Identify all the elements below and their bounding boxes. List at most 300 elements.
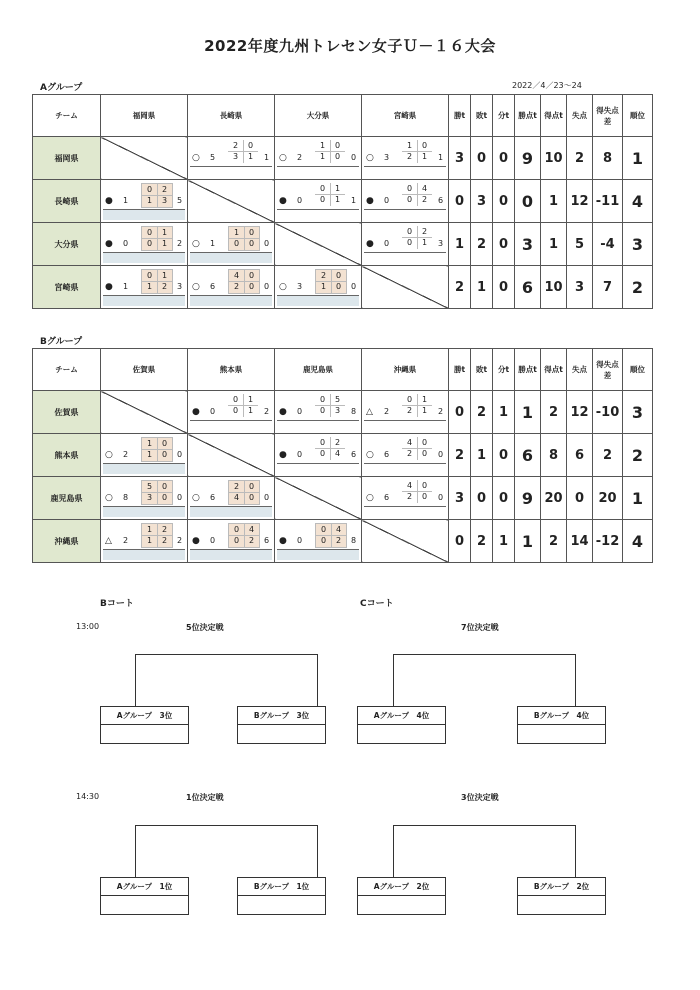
match-result-cell (188, 137, 275, 180)
first-half-score: 2 (232, 141, 239, 150)
second-half-opp-score: 2 (161, 536, 168, 545)
team-score: 1 (123, 196, 129, 205)
stat-value: 3 (449, 477, 471, 520)
match-result-cell (275, 391, 362, 434)
slot-label: Bグループ 1位 (238, 878, 325, 896)
group-b-label: Bグループ (40, 337, 83, 347)
team-name: 福岡県 (33, 137, 101, 180)
second-half-score: 0 (319, 449, 326, 458)
team-score: 0 (210, 536, 216, 545)
stat-value: 1 (541, 180, 567, 223)
second-half-score: 0 (233, 536, 240, 545)
stat-value: 0 (493, 266, 515, 309)
second-half-opp-score: 2 (248, 536, 255, 545)
first-half-score: 1 (319, 141, 326, 150)
second-half-score: 0 (406, 195, 413, 204)
second-half-opp-score: 2 (335, 536, 342, 545)
bracket-line (135, 654, 136, 706)
stat-value: 1 (471, 266, 493, 309)
stat-value: 8 (593, 137, 623, 180)
opponent-score: 3 (177, 282, 183, 291)
result-mark: ● (192, 536, 200, 546)
header-opponent: 大分県 (275, 95, 362, 137)
divider (190, 420, 272, 421)
stat-value: 3 (567, 266, 593, 309)
match-result (101, 434, 187, 476)
result-mark: ○ (366, 153, 374, 163)
match-result (101, 223, 187, 265)
bracket-line (393, 825, 394, 877)
second-half-score: 3 (232, 152, 239, 161)
team-score: 2 (123, 450, 129, 459)
result-mark: ○ (192, 239, 200, 249)
stat-value: 1 (623, 477, 653, 520)
divider (364, 463, 446, 464)
second-half-score: 2 (233, 282, 240, 291)
result-mark: ○ (192, 493, 200, 503)
team-score: 6 (384, 450, 390, 459)
half-scores (141, 523, 173, 548)
slot-b-2nd (517, 877, 606, 915)
match-result (362, 223, 448, 265)
match-result (188, 137, 274, 179)
header-stat: 得点t (541, 95, 567, 137)
team-score: 8 (123, 493, 129, 502)
first-half-opp-score: 0 (248, 271, 255, 280)
match-result (101, 520, 187, 562)
half-scores (402, 183, 432, 206)
first-half-opp-score: 2 (161, 185, 168, 194)
result-mark: ○ (192, 282, 200, 292)
second-half-score: 1 (319, 152, 326, 161)
match-result (101, 477, 187, 519)
slot-label: Aグループ 3位 (101, 707, 188, 725)
match-result-cell (101, 434, 188, 477)
half-scores (228, 480, 260, 505)
stat-value: 0 (493, 223, 515, 266)
half-scores (315, 140, 345, 163)
divider (190, 166, 272, 167)
team-row (33, 266, 653, 309)
match-result-cell (362, 434, 449, 477)
first-half-opp-score: 1 (334, 184, 341, 193)
match-result (188, 520, 274, 562)
opponent-score: 0 (264, 239, 270, 248)
half-scores (141, 183, 173, 208)
bracket-line (393, 654, 394, 706)
note-bar (103, 210, 185, 220)
team-row (33, 180, 653, 223)
second-half-score: 0 (319, 195, 326, 204)
second-half-score: 0 (146, 239, 153, 248)
stat-value: 0 (493, 137, 515, 180)
match-result (275, 520, 361, 562)
slot-a-4th (357, 706, 446, 744)
stat-value: 1 (493, 520, 515, 563)
first-half-opp-score: 1 (247, 395, 254, 404)
match-result-cell (275, 137, 362, 180)
slot-label: Bグループ 2位 (518, 878, 605, 896)
result-mark: ○ (279, 153, 287, 163)
slot-label: Bグループ 4位 (518, 707, 605, 725)
stat-value: 4 (623, 180, 653, 223)
match-result-cell (362, 223, 449, 266)
match-result-cell (275, 266, 362, 309)
stat-value: -11 (593, 180, 623, 223)
header-stat: 得失点差 (593, 349, 623, 391)
self-match-cell (275, 477, 362, 520)
second-half-score: 0 (232, 406, 239, 415)
opponent-score: 0 (438, 493, 444, 502)
stat-value: 12 (567, 180, 593, 223)
second-half-score: 1 (146, 450, 153, 459)
result-mark: ● (105, 282, 113, 292)
match-result-cell (188, 223, 275, 266)
stat-value: 0 (493, 434, 515, 477)
first-half-opp-score: 0 (248, 482, 255, 491)
self-match-cell (101, 391, 188, 434)
first-half-score: 0 (406, 395, 413, 404)
match-result (275, 137, 361, 179)
match-result-cell (362, 477, 449, 520)
stat-value: 3 (623, 391, 653, 434)
second-half-score: 1 (146, 536, 153, 545)
second-half-score: 2 (406, 492, 413, 501)
stat-value: 0 (567, 477, 593, 520)
second-half-opp-score: 0 (421, 492, 428, 501)
stat-value: 3 (623, 223, 653, 266)
half-scores (141, 480, 173, 505)
second-half-opp-score: 3 (334, 406, 341, 415)
first-half-score: 5 (146, 482, 153, 491)
half-scores (402, 140, 432, 163)
opponent-score: 1 (351, 196, 357, 205)
second-half-score: 4 (233, 493, 240, 502)
header-opponent: 佐賀県 (101, 349, 188, 391)
second-half-opp-score: 0 (335, 282, 342, 291)
opponent-score: 5 (177, 196, 183, 205)
half-scores (402, 226, 432, 249)
bracket-line (393, 654, 576, 655)
second-half-score: 0 (233, 239, 240, 248)
second-half-opp-score: 3 (161, 196, 168, 205)
first-half-score: 0 (406, 227, 413, 236)
second-half-opp-score: 0 (334, 152, 341, 161)
team-name: 大分県 (33, 223, 101, 266)
team-score: 1 (123, 282, 129, 291)
half-scores (141, 269, 173, 294)
court-c-label: Cコート (360, 599, 394, 609)
opponent-score: 6 (438, 196, 444, 205)
match-result-cell (101, 477, 188, 520)
first-half-opp-score: 0 (421, 141, 428, 150)
match-result (275, 266, 361, 308)
first-half-score: 0 (146, 271, 153, 280)
self-match-cell (188, 434, 275, 477)
match-result-cell (101, 520, 188, 563)
stat-value: 6 (515, 434, 541, 477)
note-bar (190, 253, 272, 263)
second-half-opp-score: 1 (161, 239, 168, 248)
match-result (275, 434, 361, 476)
divider (277, 209, 359, 210)
stat-value: 2 (567, 137, 593, 180)
header-opponent: 宮崎県 (362, 95, 449, 137)
half-scores (228, 269, 260, 294)
stat-value: 1 (515, 520, 541, 563)
first-half-opp-score: 4 (335, 525, 342, 534)
bracket-line (393, 825, 576, 826)
team-score: 0 (297, 407, 303, 416)
team-row (33, 477, 653, 520)
half-scores (141, 226, 173, 251)
match-3rd-place: 3位決定戦 (461, 793, 499, 802)
group-a-table (32, 94, 653, 309)
team-score: 0 (297, 536, 303, 545)
stat-value: 0 (493, 180, 515, 223)
stat-value: 0 (471, 137, 493, 180)
divider (364, 420, 446, 421)
stat-value: 4 (623, 520, 653, 563)
stat-value: 0 (471, 477, 493, 520)
header-stat: 勝t (449, 95, 471, 137)
stat-value: 0 (515, 180, 541, 223)
stat-value: 3 (471, 180, 493, 223)
team-score: 6 (210, 282, 216, 291)
match-result (275, 180, 361, 222)
bracket-line (135, 654, 318, 655)
team-score: 5 (210, 153, 216, 162)
team-score: 0 (297, 196, 303, 205)
first-half-opp-score: 0 (335, 271, 342, 280)
stat-value: 1 (493, 391, 515, 434)
opponent-score: 6 (264, 536, 270, 545)
self-match-cell (362, 520, 449, 563)
team-score: 6 (210, 493, 216, 502)
match-result-cell (362, 391, 449, 434)
second-half-score: 0 (319, 406, 326, 415)
divider (364, 506, 446, 507)
team-score: 2 (297, 153, 303, 162)
group-b-table (32, 348, 653, 563)
second-half-opp-score: 1 (334, 195, 341, 204)
time-1430: 14:30 (76, 792, 100, 801)
first-half-opp-score: 0 (161, 482, 168, 491)
match-result (362, 391, 448, 433)
result-mark: ○ (279, 282, 287, 292)
result-mark: ● (279, 196, 287, 206)
team-score: 2 (384, 407, 390, 416)
team-score: 0 (210, 407, 216, 416)
slot-a-2nd (357, 877, 446, 915)
match-result-cell (275, 434, 362, 477)
stat-value: -4 (593, 223, 623, 266)
divider (277, 463, 359, 464)
opponent-score: 0 (177, 493, 183, 502)
half-scores (228, 523, 260, 548)
half-scores (141, 437, 173, 462)
first-half-opp-score: 0 (161, 439, 168, 448)
second-half-opp-score: 1 (247, 152, 254, 161)
note-bar (103, 507, 185, 517)
first-half-opp-score: 2 (161, 525, 168, 534)
first-half-score: 2 (233, 482, 240, 491)
divider (364, 166, 446, 167)
note-bar (277, 550, 359, 560)
header-stat: 敗t (471, 349, 493, 391)
result-mark: ○ (105, 493, 113, 503)
half-scores (228, 394, 258, 417)
bracket-line (575, 654, 576, 706)
header-opponent: 鹿児島県 (275, 349, 362, 391)
match-result-cell (188, 391, 275, 434)
stat-value: 5 (567, 223, 593, 266)
team-row (33, 223, 653, 266)
stat-value: 0 (449, 520, 471, 563)
stat-value: 2 (449, 266, 471, 309)
stat-value: 0 (493, 477, 515, 520)
first-half-opp-score: 0 (334, 141, 341, 150)
stat-value: 1 (449, 223, 471, 266)
note-bar (190, 550, 272, 560)
first-half-opp-score: 1 (161, 271, 168, 280)
match-result (188, 223, 274, 265)
opponent-score: 0 (438, 450, 444, 459)
stat-value: 1 (541, 223, 567, 266)
slot-label: Aグループ 1位 (101, 878, 188, 896)
match-7th-place: 7位決定戦 (461, 623, 499, 632)
second-half-opp-score: 2 (421, 195, 428, 204)
half-scores (315, 269, 347, 294)
match-result (101, 180, 187, 222)
team-row (33, 391, 653, 434)
header-opponent: 福岡県 (101, 95, 188, 137)
header-row (33, 95, 653, 137)
match-result (101, 266, 187, 308)
second-half-score: 2 (406, 449, 413, 458)
stat-value: 2 (623, 434, 653, 477)
bracket-line (135, 825, 318, 826)
match-result-cell (188, 520, 275, 563)
result-mark: ● (366, 196, 374, 206)
second-half-score: 2 (406, 152, 413, 161)
first-half-score: 0 (319, 438, 326, 447)
half-scores (315, 437, 345, 460)
first-half-score: 0 (233, 525, 240, 534)
first-half-score: 0 (320, 525, 327, 534)
header-stat: 勝点t (515, 349, 541, 391)
first-half-score: 4 (406, 481, 413, 490)
result-mark: ● (366, 239, 374, 249)
header-opponent: 熊本県 (188, 349, 275, 391)
stat-value: 6 (567, 434, 593, 477)
tournament-date: 2022／4／23～24 (512, 81, 582, 90)
stat-value: 20 (593, 477, 623, 520)
header-team: チーム (33, 349, 101, 391)
header-stat: 順位 (623, 349, 653, 391)
stat-value: 14 (567, 520, 593, 563)
match-result-cell (101, 223, 188, 266)
match-result (362, 434, 448, 476)
second-half-score: 2 (406, 406, 413, 415)
first-half-score: 4 (406, 438, 413, 447)
opponent-score: 0 (177, 450, 183, 459)
stat-value: 6 (515, 266, 541, 309)
result-mark: ● (279, 536, 287, 546)
match-result-cell (188, 477, 275, 520)
second-half-score: 0 (320, 536, 327, 545)
stat-value: 10 (541, 137, 567, 180)
stat-value: 0 (449, 180, 471, 223)
first-half-score: 0 (406, 184, 413, 193)
note-bar (103, 550, 185, 560)
team-name: 沖縄県 (33, 520, 101, 563)
result-mark: △ (105, 536, 112, 546)
bracket-line (317, 825, 318, 877)
header-opponent: 沖縄県 (362, 349, 449, 391)
stat-value: 2 (593, 434, 623, 477)
opponent-score: 2 (177, 239, 183, 248)
team-name: 佐賀県 (33, 391, 101, 434)
opponent-score: 1 (264, 153, 270, 162)
first-half-score: 1 (146, 525, 153, 534)
second-half-opp-score: 0 (161, 493, 168, 502)
match-result-cell (188, 266, 275, 309)
match-result (188, 266, 274, 308)
note-bar (103, 464, 185, 474)
opponent-score: 6 (351, 450, 357, 459)
second-half-score: 0 (406, 238, 413, 247)
second-half-opp-score: 1 (421, 238, 428, 247)
match-result (188, 391, 274, 433)
second-half-score: 1 (320, 282, 327, 291)
result-mark: ● (279, 407, 287, 417)
divider (364, 252, 446, 253)
opponent-score: 2 (264, 407, 270, 416)
team-score: 6 (384, 493, 390, 502)
second-half-score: 3 (146, 493, 153, 502)
team-score: 2 (123, 536, 129, 545)
stat-value: 2 (541, 391, 567, 434)
match-result-cell (275, 520, 362, 563)
match-result (362, 180, 448, 222)
opponent-score: 0 (264, 493, 270, 502)
first-half-opp-score: 1 (421, 395, 428, 404)
second-half-opp-score: 0 (248, 282, 255, 291)
slot-a-1st (100, 877, 189, 915)
team-score: 3 (297, 282, 303, 291)
opponent-score: 0 (264, 282, 270, 291)
divider (277, 420, 359, 421)
slot-b-1st (237, 877, 326, 915)
match-result (275, 391, 361, 433)
match-1st-place: 1位決定戦 (186, 793, 224, 802)
page-title: 2022年度九州トレセン女子Ｕ－１６大会 (204, 37, 496, 55)
note-bar (277, 296, 359, 306)
first-half-score: 1 (146, 439, 153, 448)
note-bar (103, 253, 185, 263)
first-half-opp-score: 4 (248, 525, 255, 534)
team-row (33, 434, 653, 477)
second-half-opp-score: 4 (334, 449, 341, 458)
result-mark: ● (105, 239, 113, 249)
stat-value: 8 (541, 434, 567, 477)
header-team: チーム (33, 95, 101, 137)
bracket-line (317, 654, 318, 706)
stat-value: 9 (515, 477, 541, 520)
half-scores (228, 140, 258, 163)
match-result-cell (101, 180, 188, 223)
